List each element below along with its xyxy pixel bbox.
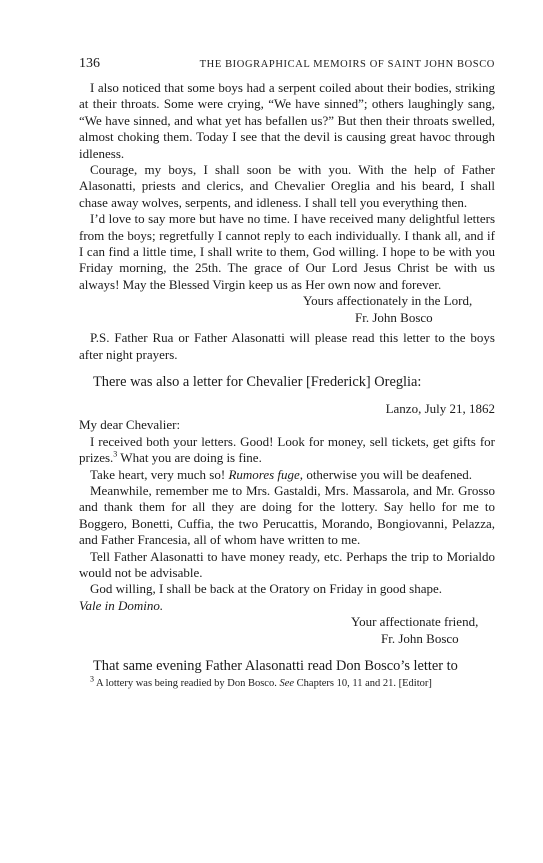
footnote-text: A lottery was being readied by Don Bosco. <box>94 678 280 689</box>
letter1-signature: Fr. John Bosco <box>355 309 433 325</box>
letter2-p1-text: I received both your letters. Good! Look for money, sell tickets, get gifts for prizes. <box>79 433 495 466</box>
page-header <box>79 56 495 74</box>
letter2-closing: Your affectionate friend, <box>351 614 479 630</box>
footnote-text-end: Chapters 10, 11 and 21. [Editor] <box>294 678 432 689</box>
letter2-paragraph-2 <box>79 467 495 483</box>
letter1-paragraph-3: I’d love to say more but have no time. I have received many delightful letters from the boys; regretfully I cannot reply to each individually. I thank all, and if I can find a little time, I shall write to them, God willing. I hope to be with you Friday morning, the 25th. The grace of Our Lord Jesus Christ be with us always! May the Blessed Virgin keep us as Her own now and forever. <box>79 211 495 292</box>
letter2-p2-text-end: otherwise you will be deafened. <box>303 466 473 482</box>
footnote <box>79 674 495 690</box>
letter1-paragraph-1: I also noticed that some boys had a serpent coiled about their bodies, striking at their throats. Some were crying, “We have sinned”; others laughingly sang, “We have sinned, and what yet has befallen us?” But then their throats swelled, almost choking them. Today I see that the devil is causing great havoc through idleness. <box>79 80 495 161</box>
letter2-salutation: My dear Chevalier: <box>79 417 181 433</box>
letter1-postscript: P.S. Father Rua or Father Alasonatti will please read this letter to the boys after night prayers. <box>79 330 495 362</box>
footnote-reference: 3 <box>113 449 118 459</box>
running-head: THE BIOGRAPHICAL MEMOIRS OF SAINT JOHN BOSCO <box>199 59 495 70</box>
narration-oreglia-letter: There was also a letter for Chevalier [Frederick] Oreglia: <box>93 373 422 390</box>
narration-evening-reading: That same evening Father Alasonatti read Don Bosco’s letter to <box>93 658 458 674</box>
latin-phrase: Rumores fuge, <box>228 466 304 482</box>
book-page <box>79 56 495 690</box>
vale-in-domino: Vale in Domino. <box>79 597 164 613</box>
letter1-closing: Yours affectionately in the Lord, <box>303 293 473 309</box>
footnote-marker: 3 <box>90 674 94 684</box>
letter2-paragraph-5: God willing, I shall be back at the Oratory on Friday in good shape. <box>90 581 443 597</box>
letter2-paragraph-1 <box>79 434 495 467</box>
letter2-paragraph-4: Tell Father Alasonatti to have money ready, etc. Perhaps the trip to Morialdo would not be advisable. <box>79 548 495 580</box>
letter2-p1-text-end: What you are doing is fine. <box>117 450 262 466</box>
letter1-paragraph-2: Courage, my boys, I shall soon be with you. With the help of Father Alasonatti, priests and clerics, and Chevalier Oreglia and his beard, I shall chase away wolves, serpents, and idleness. I shall tell you everything then. <box>79 162 495 210</box>
letter2-dateline: Lanzo, July 21, 1862 <box>385 400 495 416</box>
page-number: 136 <box>79 56 100 71</box>
letter2-signature: Fr. John Bosco <box>381 630 459 646</box>
letter2-latin-farewell <box>79 598 495 614</box>
letter2-paragraph-3: Meanwhile, remember me to Mrs. Gastaldi, Mrs. Massarola, and Mr. Grosso and thank them for all they are doing for the lottery. Say hello for me to Boggero, Bonetti, Cuffia, the two Perucattis, Morando, Bongiovanni, Pelazza, and Father Francesia, all of whom have written to me. <box>79 482 495 548</box>
letter2-p2-text: Take heart, very much so! <box>90 466 229 482</box>
footnote-see: See <box>279 678 295 689</box>
